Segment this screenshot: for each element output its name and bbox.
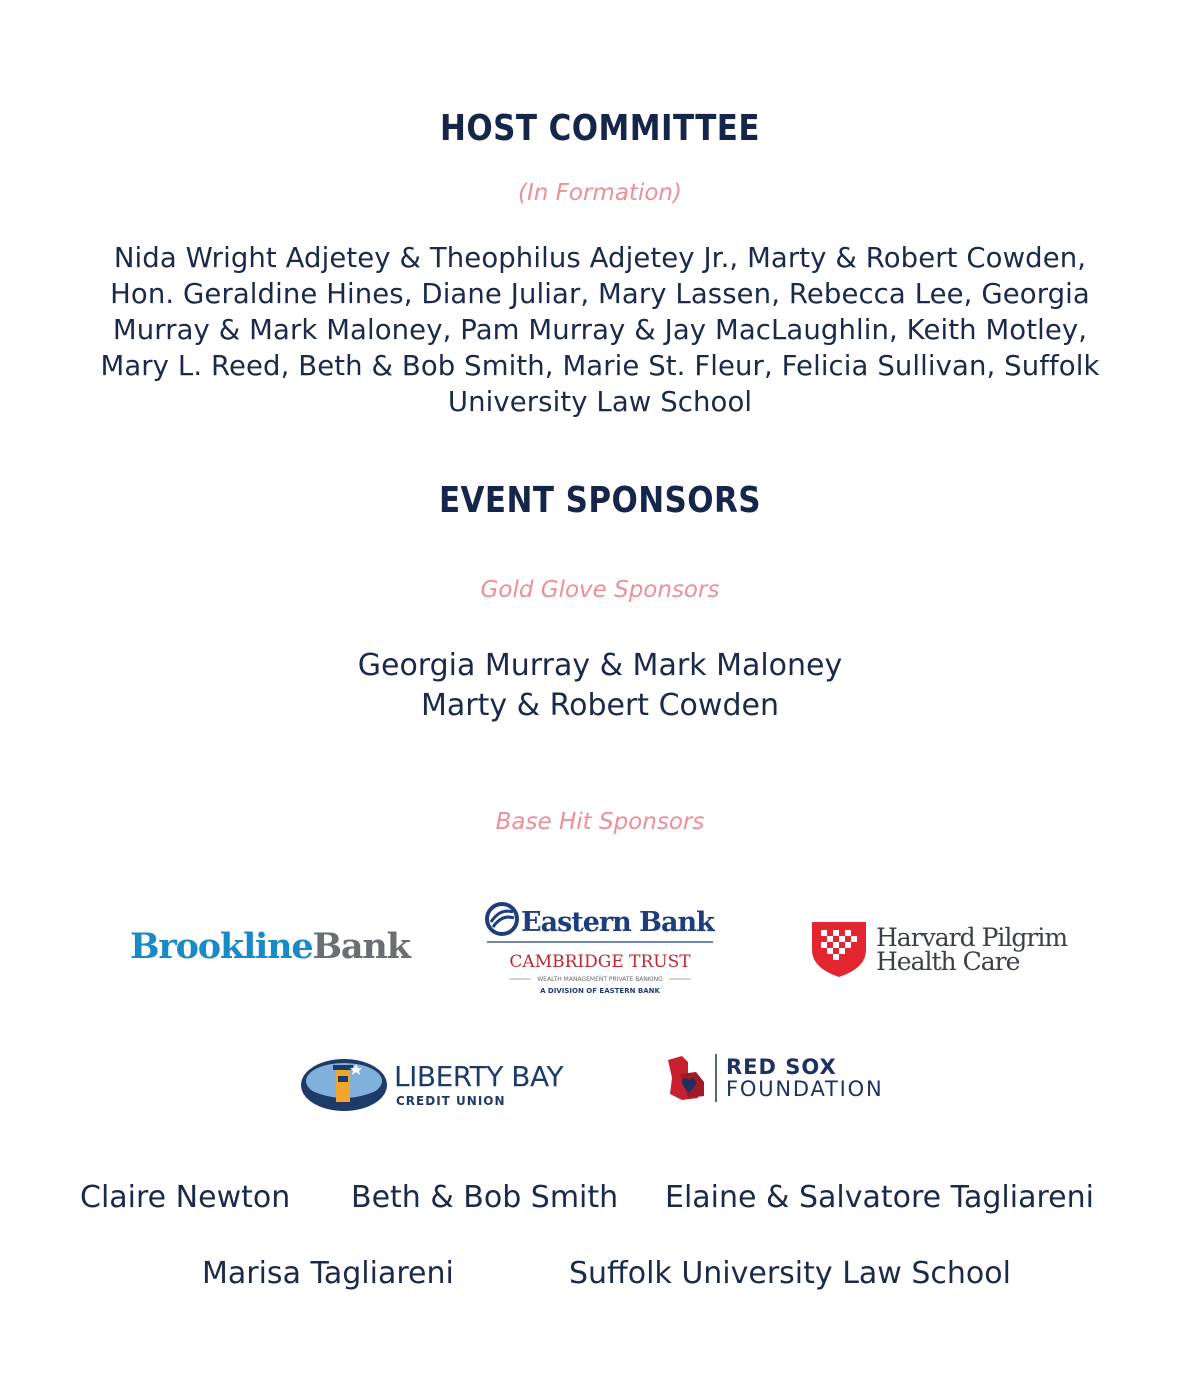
foundation-text: FOUNDATION [726, 1077, 884, 1101]
sponsor-name: Marisa Tagliareni [202, 1256, 454, 1291]
sponsor-name: Claire Newton [80, 1180, 291, 1215]
bank-logo-text: Bank [312, 926, 410, 967]
event-sponsors-title: EVENT SPONSORS [438, 480, 762, 521]
liberty-bay-logo [300, 1056, 580, 1114]
cambridge-trust-tagline: WEALTH MANAGEMENT PRIVATE BANKING [537, 976, 663, 983]
sponsor-name: Suffolk University Law School [569, 1256, 1011, 1291]
gold-glove-label: Gold Glove Sponsors [480, 577, 720, 603]
cambridge-trust-name: CAMBRIDGE TRUST [509, 952, 691, 972]
liberty-bay-logo-graphic [300, 1056, 580, 1114]
harvard-pilgrim-line2: Health Care [876, 947, 1020, 976]
harvard-pilgrim-logo-graphic [810, 918, 1080, 980]
sponsor-name: Beth & Bob Smith [351, 1180, 619, 1215]
eastern-bank-name: Eastern Bank [521, 907, 714, 938]
gold-glove-sponsor: Georgia Murray & Mark Maloney [357, 648, 843, 683]
base-hit-label: Base Hit Sponsors [495, 809, 705, 835]
host-committee-subtitle: (In Formation) [518, 180, 682, 206]
brookline-logo-text: Brookline [130, 926, 313, 967]
red-sox-foundation-logo [658, 1052, 908, 1108]
red-sox-logo-graphic [658, 1052, 908, 1108]
host-committee-members: Nida Wright Adjetey & Theophilus Adjetey Jr., Marty & Robert Cowden, Hon. Geraldine Hines, Diane Juliar, Mary Lassen, Rebecca Lee, Georgia Murray & Mark Maloney, Pam Murray & Jay MacLaughlin, Keith Motley, Mary L. Reed, Beth & Bob Smith, Marie St. Fleur, Felicia Sullivan, Suffolk University Law School [100, 242, 1100, 418]
division-of-eastern-bank: A DIVISION OF EASTERN BANK [540, 987, 660, 995]
gold-glove-list [0, 646, 1200, 726]
host-committee-title: HOST COMMITTEE [440, 108, 760, 149]
red-sox-text: RED SOX [726, 1055, 837, 1079]
harvard-pilgrim-logo [810, 918, 1080, 980]
eastern-bank-logo-graphic [485, 900, 715, 998]
harvard-pilgrim-line1: Harvard Pilgrim [876, 923, 1068, 952]
eastern-bank-logo [485, 900, 715, 998]
sponsor-name: Elaine & Salvatore Tagliareni [665, 1180, 1094, 1215]
gold-glove-sponsor: Marty & Robert Cowden [421, 688, 779, 723]
brookline-bank-logo [130, 926, 410, 976]
liberty-bay-name: LIBERTY BAY [394, 1060, 564, 1093]
credit-union-text: CREDIT UNION [396, 1094, 506, 1108]
